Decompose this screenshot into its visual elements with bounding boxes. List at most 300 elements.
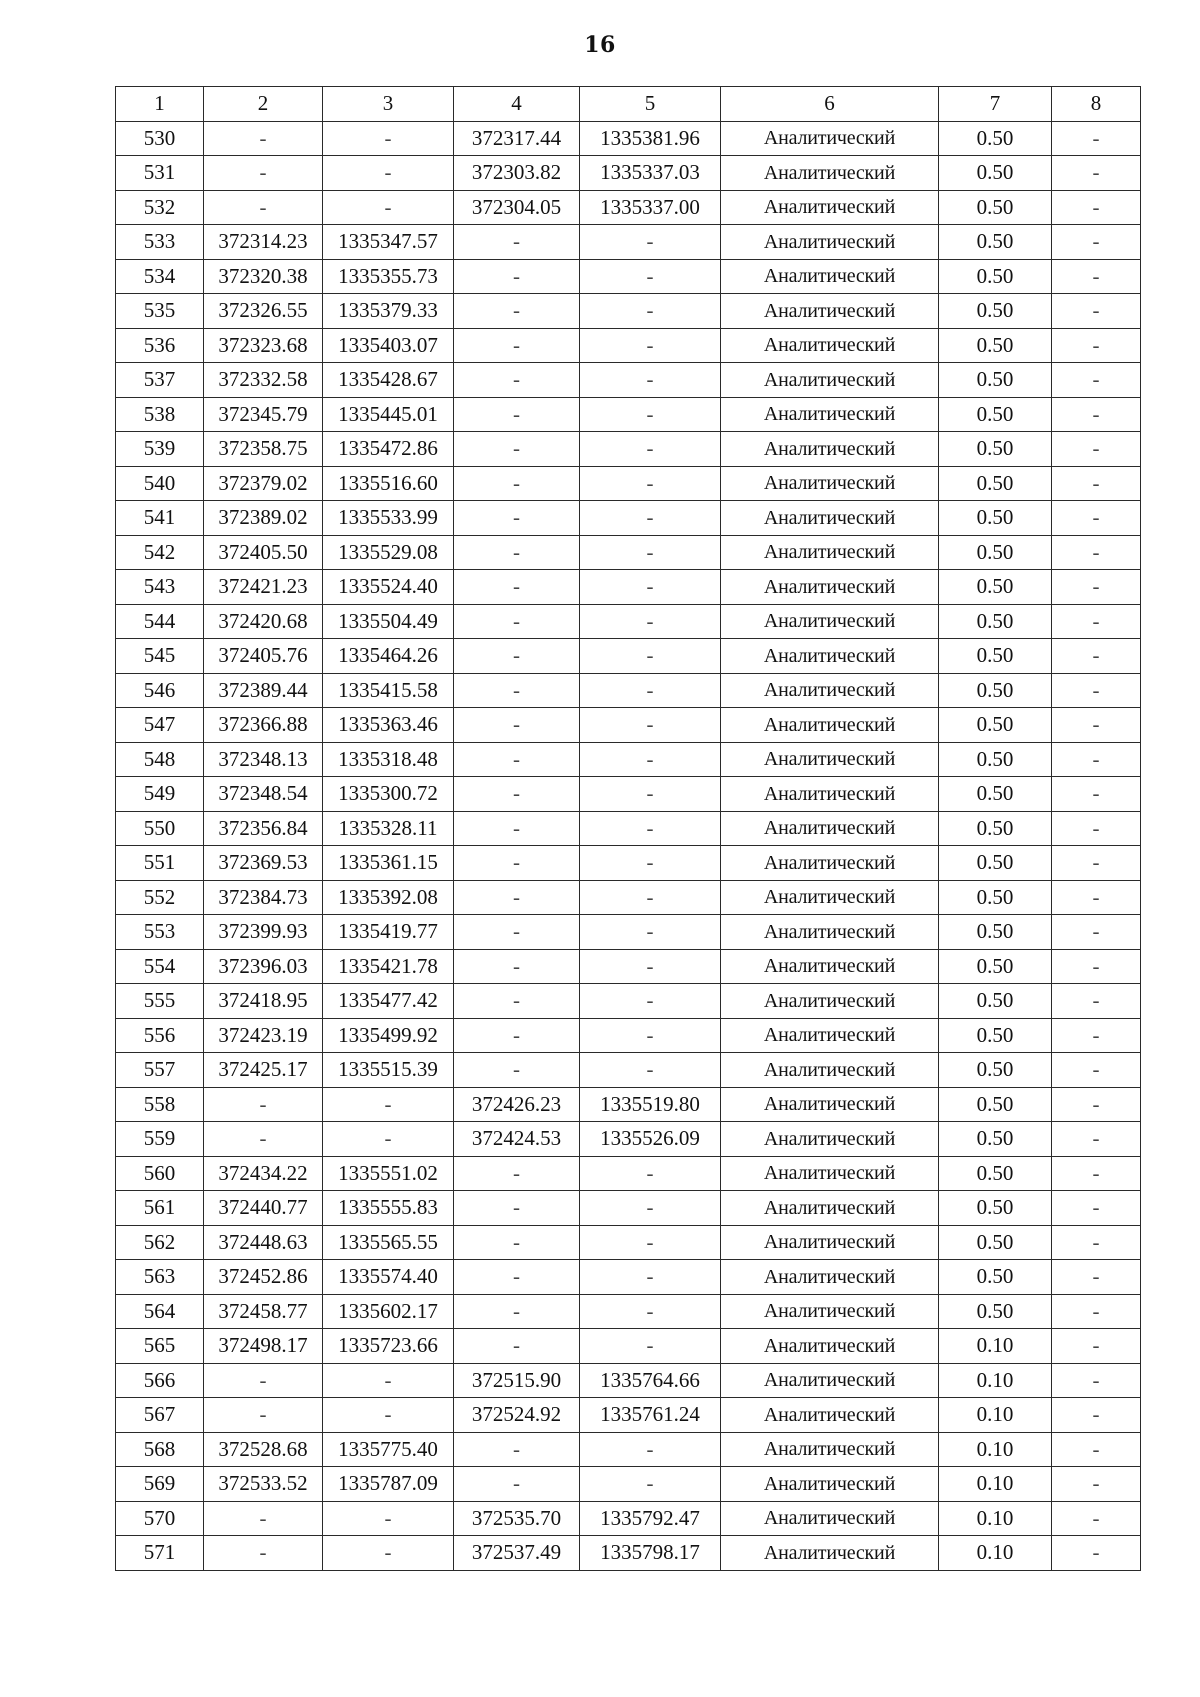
col5-y-cell: -	[580, 639, 721, 674]
method-cell: Аналитический	[721, 432, 939, 467]
table-row	[116, 777, 1141, 812]
col8-cell: -	[1052, 1398, 1141, 1433]
col8-cell: -	[1052, 156, 1141, 191]
method-cell: Аналитический	[721, 1122, 939, 1157]
col5-y-cell: -	[580, 880, 721, 915]
col3-y-cell: 1335529.08	[323, 535, 454, 570]
col2-x-cell: 372326.55	[204, 294, 323, 329]
point-number-cell: 563	[116, 1260, 204, 1295]
col4-x-cell: -	[454, 811, 580, 846]
table-row	[116, 432, 1141, 467]
method-cell: Аналитический	[721, 535, 939, 570]
point-number-cell: 571	[116, 1536, 204, 1571]
method-cell: Аналитический	[721, 1501, 939, 1536]
point-number-cell: 537	[116, 363, 204, 398]
method-cell: Аналитический	[721, 1087, 939, 1122]
method-cell: Аналитический	[721, 1363, 939, 1398]
table-row	[116, 604, 1141, 639]
accuracy-cell: 0.50	[939, 742, 1052, 777]
col3-y-cell: 1335472.86	[323, 432, 454, 467]
col4-x-cell: -	[454, 432, 580, 467]
col3-y-cell: 1335464.26	[323, 639, 454, 674]
col2-x-cell: 372405.76	[204, 639, 323, 674]
col4-x-cell: -	[454, 742, 580, 777]
col2-x-cell: 372314.23	[204, 225, 323, 260]
col4-x-cell: -	[454, 880, 580, 915]
accuracy-cell: 0.50	[939, 328, 1052, 363]
col5-y-cell: -	[580, 363, 721, 398]
col5-y-cell: -	[580, 915, 721, 950]
method-cell: Аналитический	[721, 1018, 939, 1053]
accuracy-cell: 0.50	[939, 225, 1052, 260]
point-number-cell: 539	[116, 432, 204, 467]
col4-x-cell: -	[454, 259, 580, 294]
point-number-cell: 547	[116, 708, 204, 743]
point-number-cell: 570	[116, 1501, 204, 1536]
accuracy-cell: 0.50	[939, 915, 1052, 950]
method-cell: Аналитический	[721, 1053, 939, 1088]
point-number-cell: 557	[116, 1053, 204, 1088]
col8-cell: -	[1052, 604, 1141, 639]
method-cell: Аналитический	[721, 1260, 939, 1295]
col3-y-cell: 1335551.02	[323, 1156, 454, 1191]
table-row	[116, 466, 1141, 501]
column-header: 7	[939, 87, 1052, 122]
method-cell: Аналитический	[721, 363, 939, 398]
col2-x-cell: -	[204, 1122, 323, 1157]
col5-y-cell: -	[580, 1018, 721, 1053]
col3-y-cell: 1335445.01	[323, 397, 454, 432]
col8-cell: -	[1052, 1225, 1141, 1260]
point-number-cell: 568	[116, 1432, 204, 1467]
accuracy-cell: 0.50	[939, 1294, 1052, 1329]
col5-y-cell: -	[580, 708, 721, 743]
accuracy-cell: 0.50	[939, 1156, 1052, 1191]
col3-y-cell: 1335361.15	[323, 846, 454, 881]
col2-x-cell: 372396.03	[204, 949, 323, 984]
col4-x-cell: -	[454, 1432, 580, 1467]
method-cell: Аналитический	[721, 1191, 939, 1226]
col5-y-cell: -	[580, 1329, 721, 1364]
col3-y-cell: -	[323, 1087, 454, 1122]
col5-y-cell: -	[580, 570, 721, 605]
method-cell: Аналитический	[721, 984, 939, 1019]
col4-x-cell: 372537.49	[454, 1536, 580, 1571]
col4-x-cell: -	[454, 535, 580, 570]
column-header: 1	[116, 87, 204, 122]
col5-y-cell: -	[580, 466, 721, 501]
method-cell: Аналитический	[721, 742, 939, 777]
accuracy-cell: 0.50	[939, 535, 1052, 570]
method-cell: Аналитический	[721, 777, 939, 812]
col2-x-cell: 372448.63	[204, 1225, 323, 1260]
col5-y-cell: -	[580, 1191, 721, 1226]
accuracy-cell: 0.50	[939, 1122, 1052, 1157]
col2-x-cell: 372425.17	[204, 1053, 323, 1088]
point-number-cell: 541	[116, 501, 204, 536]
col3-y-cell: 1335355.73	[323, 259, 454, 294]
table-row	[116, 259, 1141, 294]
col5-y-cell: -	[580, 1156, 721, 1191]
col4-x-cell: 372515.90	[454, 1363, 580, 1398]
col3-y-cell: -	[323, 121, 454, 156]
method-cell: Аналитический	[721, 501, 939, 536]
table-row	[116, 1432, 1141, 1467]
point-number-cell: 562	[116, 1225, 204, 1260]
col5-y-cell: 1335792.47	[580, 1501, 721, 1536]
col4-x-cell: -	[454, 1329, 580, 1364]
col3-y-cell: 1335516.60	[323, 466, 454, 501]
column-header: 4	[454, 87, 580, 122]
col5-y-cell: 1335761.24	[580, 1398, 721, 1433]
col5-y-cell: -	[580, 294, 721, 329]
method-cell: Аналитический	[721, 1467, 939, 1502]
col4-x-cell: -	[454, 949, 580, 984]
point-number-cell: 569	[116, 1467, 204, 1502]
col5-y-cell: -	[580, 846, 721, 881]
accuracy-cell: 0.10	[939, 1398, 1052, 1433]
point-number-cell: 531	[116, 156, 204, 191]
col8-cell: -	[1052, 1191, 1141, 1226]
col5-y-cell: 1335337.00	[580, 190, 721, 225]
table-row	[116, 1363, 1141, 1398]
col5-y-cell: 1335526.09	[580, 1122, 721, 1157]
col8-cell: -	[1052, 1363, 1141, 1398]
table-row	[116, 156, 1141, 191]
col4-x-cell: -	[454, 1018, 580, 1053]
method-cell: Аналитический	[721, 328, 939, 363]
col5-y-cell: -	[580, 1225, 721, 1260]
col2-x-cell: 372434.22	[204, 1156, 323, 1191]
accuracy-cell: 0.50	[939, 639, 1052, 674]
accuracy-cell: 0.50	[939, 570, 1052, 605]
col8-cell: -	[1052, 259, 1141, 294]
col3-y-cell: -	[323, 1363, 454, 1398]
table-row	[116, 190, 1141, 225]
table-row	[116, 1294, 1141, 1329]
accuracy-cell: 0.50	[939, 432, 1052, 467]
point-number-cell: 552	[116, 880, 204, 915]
point-number-cell: 538	[116, 397, 204, 432]
col8-cell: -	[1052, 915, 1141, 950]
table-row	[116, 397, 1141, 432]
point-number-cell: 534	[116, 259, 204, 294]
col4-x-cell: 372304.05	[454, 190, 580, 225]
point-number-cell: 530	[116, 121, 204, 156]
col2-x-cell: 372389.44	[204, 673, 323, 708]
col3-y-cell: 1335524.40	[323, 570, 454, 605]
col2-x-cell: 372366.88	[204, 708, 323, 743]
col2-x-cell: 372358.75	[204, 432, 323, 467]
col8-cell: -	[1052, 1087, 1141, 1122]
method-cell: Аналитический	[721, 915, 939, 950]
accuracy-cell: 0.50	[939, 811, 1052, 846]
col4-x-cell: -	[454, 1191, 580, 1226]
col3-y-cell: 1335533.99	[323, 501, 454, 536]
col3-y-cell: 1335415.58	[323, 673, 454, 708]
point-number-cell: 545	[116, 639, 204, 674]
col8-cell: -	[1052, 1053, 1141, 1088]
point-number-cell: 549	[116, 777, 204, 812]
col8-cell: -	[1052, 811, 1141, 846]
col4-x-cell: -	[454, 673, 580, 708]
col5-y-cell: 1335337.03	[580, 156, 721, 191]
col2-x-cell: -	[204, 1501, 323, 1536]
accuracy-cell: 0.50	[939, 604, 1052, 639]
col3-y-cell: -	[323, 1398, 454, 1433]
col8-cell: -	[1052, 570, 1141, 605]
col3-y-cell: 1335328.11	[323, 811, 454, 846]
accuracy-cell: 0.50	[939, 1191, 1052, 1226]
table-row	[116, 570, 1141, 605]
col5-y-cell: -	[580, 949, 721, 984]
col2-x-cell: 372440.77	[204, 1191, 323, 1226]
accuracy-cell: 0.50	[939, 1087, 1052, 1122]
col2-x-cell: 372458.77	[204, 1294, 323, 1329]
table-row	[116, 1398, 1141, 1433]
point-number-cell: 560	[116, 1156, 204, 1191]
method-cell: Аналитический	[721, 1536, 939, 1571]
coordinates-table	[115, 86, 1141, 1571]
method-cell: Аналитический	[721, 880, 939, 915]
col8-cell: -	[1052, 1467, 1141, 1502]
table-header-row	[116, 87, 1141, 122]
accuracy-cell: 0.50	[939, 673, 1052, 708]
method-cell: Аналитический	[721, 639, 939, 674]
col5-y-cell: -	[580, 259, 721, 294]
point-number-cell: 566	[116, 1363, 204, 1398]
method-cell: Аналитический	[721, 1156, 939, 1191]
table-row	[116, 294, 1141, 329]
col3-y-cell: 1335392.08	[323, 880, 454, 915]
col8-cell: -	[1052, 535, 1141, 570]
col4-x-cell: -	[454, 466, 580, 501]
col5-y-cell: -	[580, 742, 721, 777]
col5-y-cell: -	[580, 328, 721, 363]
col3-y-cell: 1335421.78	[323, 949, 454, 984]
col8-cell: -	[1052, 1294, 1141, 1329]
column-header: 3	[323, 87, 454, 122]
col5-y-cell: -	[580, 777, 721, 812]
table-row	[116, 1087, 1141, 1122]
col5-y-cell: 1335798.17	[580, 1536, 721, 1571]
method-cell: Аналитический	[721, 225, 939, 260]
table-row	[116, 846, 1141, 881]
col3-y-cell: 1335555.83	[323, 1191, 454, 1226]
point-number-cell: 540	[116, 466, 204, 501]
col2-x-cell: -	[204, 1398, 323, 1433]
col2-x-cell: 372399.93	[204, 915, 323, 950]
col8-cell: -	[1052, 1432, 1141, 1467]
col5-y-cell: -	[580, 673, 721, 708]
col2-x-cell: -	[204, 156, 323, 191]
col3-y-cell: -	[323, 156, 454, 191]
col3-y-cell: 1335318.48	[323, 742, 454, 777]
accuracy-cell: 0.50	[939, 1053, 1052, 1088]
table-row	[116, 328, 1141, 363]
table-row	[116, 673, 1141, 708]
col2-x-cell: 372405.50	[204, 535, 323, 570]
column-header: 5	[580, 87, 721, 122]
point-number-cell: 554	[116, 949, 204, 984]
col8-cell: -	[1052, 984, 1141, 1019]
col4-x-cell: -	[454, 777, 580, 812]
col5-y-cell: -	[580, 1053, 721, 1088]
column-header: 6	[721, 87, 939, 122]
col3-y-cell: 1335347.57	[323, 225, 454, 260]
col3-y-cell: -	[323, 1122, 454, 1157]
point-number-cell: 567	[116, 1398, 204, 1433]
accuracy-cell: 0.50	[939, 880, 1052, 915]
col4-x-cell: -	[454, 1467, 580, 1502]
col4-x-cell: 372524.92	[454, 1398, 580, 1433]
method-cell: Аналитический	[721, 259, 939, 294]
accuracy-cell: 0.50	[939, 363, 1052, 398]
point-number-cell: 559	[116, 1122, 204, 1157]
col2-x-cell: -	[204, 121, 323, 156]
col3-y-cell: 1335499.92	[323, 1018, 454, 1053]
col8-cell: -	[1052, 225, 1141, 260]
col4-x-cell: -	[454, 294, 580, 329]
col5-y-cell: -	[580, 225, 721, 260]
col8-cell: -	[1052, 1329, 1141, 1364]
col5-y-cell: -	[580, 1432, 721, 1467]
col2-x-cell: 372345.79	[204, 397, 323, 432]
column-header: 2	[204, 87, 323, 122]
method-cell: Аналитический	[721, 1225, 939, 1260]
col3-y-cell: 1335300.72	[323, 777, 454, 812]
col4-x-cell: -	[454, 328, 580, 363]
table-row	[116, 363, 1141, 398]
accuracy-cell: 0.50	[939, 708, 1052, 743]
method-cell: Аналитический	[721, 673, 939, 708]
accuracy-cell: 0.50	[939, 466, 1052, 501]
col8-cell: -	[1052, 501, 1141, 536]
col8-cell: -	[1052, 432, 1141, 467]
accuracy-cell: 0.10	[939, 1501, 1052, 1536]
col3-y-cell: 1335403.07	[323, 328, 454, 363]
table-row	[116, 1018, 1141, 1053]
col3-y-cell: 1335379.33	[323, 294, 454, 329]
table-row	[116, 949, 1141, 984]
table-row	[116, 708, 1141, 743]
col2-x-cell: 372384.73	[204, 880, 323, 915]
col5-y-cell: -	[580, 501, 721, 536]
col3-y-cell: 1335419.77	[323, 915, 454, 950]
col4-x-cell: 372426.23	[454, 1087, 580, 1122]
col4-x-cell: -	[454, 363, 580, 398]
accuracy-cell: 0.10	[939, 1467, 1052, 1502]
table-row	[116, 1260, 1141, 1295]
col2-x-cell: 372332.58	[204, 363, 323, 398]
col2-x-cell: 372498.17	[204, 1329, 323, 1364]
col4-x-cell: -	[454, 397, 580, 432]
col2-x-cell: 372379.02	[204, 466, 323, 501]
col8-cell: -	[1052, 190, 1141, 225]
point-number-cell: 551	[116, 846, 204, 881]
table-row	[116, 1156, 1141, 1191]
table-row	[116, 1122, 1141, 1157]
method-cell: Аналитический	[721, 949, 939, 984]
col8-cell: -	[1052, 466, 1141, 501]
col5-y-cell: -	[580, 535, 721, 570]
col4-x-cell: -	[454, 915, 580, 950]
col8-cell: -	[1052, 1501, 1141, 1536]
accuracy-cell: 0.10	[939, 1363, 1052, 1398]
point-number-cell: 561	[116, 1191, 204, 1226]
col8-cell: -	[1052, 363, 1141, 398]
point-number-cell: 542	[116, 535, 204, 570]
col2-x-cell: 372389.02	[204, 501, 323, 536]
col8-cell: -	[1052, 1122, 1141, 1157]
accuracy-cell: 0.10	[939, 1329, 1052, 1364]
col5-y-cell: 1335764.66	[580, 1363, 721, 1398]
col8-cell: -	[1052, 1018, 1141, 1053]
col3-y-cell: -	[323, 1536, 454, 1571]
col5-y-cell: -	[580, 1260, 721, 1295]
col2-x-cell: -	[204, 1363, 323, 1398]
col2-x-cell: -	[204, 1087, 323, 1122]
accuracy-cell: 0.50	[939, 984, 1052, 1019]
col8-cell: -	[1052, 639, 1141, 674]
method-cell: Аналитический	[721, 811, 939, 846]
point-number-cell: 564	[116, 1294, 204, 1329]
point-number-cell: 548	[116, 742, 204, 777]
col3-y-cell: 1335723.66	[323, 1329, 454, 1364]
accuracy-cell: 0.50	[939, 1225, 1052, 1260]
table-row	[116, 1191, 1141, 1226]
method-cell: Аналитический	[721, 121, 939, 156]
method-cell: Аналитический	[721, 1329, 939, 1364]
point-number-cell: 535	[116, 294, 204, 329]
col3-y-cell: 1335477.42	[323, 984, 454, 1019]
point-number-cell: 532	[116, 190, 204, 225]
col2-x-cell: -	[204, 1536, 323, 1571]
col5-y-cell: -	[580, 432, 721, 467]
col2-x-cell: 372320.38	[204, 259, 323, 294]
accuracy-cell: 0.50	[939, 259, 1052, 294]
method-cell: Аналитический	[721, 1294, 939, 1329]
col4-x-cell: -	[454, 846, 580, 881]
col8-cell: -	[1052, 294, 1141, 329]
table-row	[116, 225, 1141, 260]
accuracy-cell: 0.10	[939, 1432, 1052, 1467]
col4-x-cell: -	[454, 1053, 580, 1088]
col5-y-cell: -	[580, 604, 721, 639]
col8-cell: -	[1052, 397, 1141, 432]
col2-x-cell: -	[204, 190, 323, 225]
col5-y-cell: -	[580, 397, 721, 432]
col4-x-cell: -	[454, 570, 580, 605]
method-cell: Аналитический	[721, 604, 939, 639]
page-number: 16	[584, 32, 616, 58]
point-number-cell: 558	[116, 1087, 204, 1122]
col3-y-cell: 1335363.46	[323, 708, 454, 743]
col3-y-cell: 1335787.09	[323, 1467, 454, 1502]
col3-y-cell: -	[323, 190, 454, 225]
col8-cell: -	[1052, 742, 1141, 777]
col2-x-cell: 372356.84	[204, 811, 323, 846]
col3-y-cell: 1335504.49	[323, 604, 454, 639]
point-number-cell: 553	[116, 915, 204, 950]
col2-x-cell: 372418.95	[204, 984, 323, 1019]
accuracy-cell: 0.50	[939, 777, 1052, 812]
col4-x-cell: 372424.53	[454, 1122, 580, 1157]
col8-cell: -	[1052, 880, 1141, 915]
col4-x-cell: -	[454, 1294, 580, 1329]
accuracy-cell: 0.50	[939, 846, 1052, 881]
col8-cell: -	[1052, 1536, 1141, 1571]
